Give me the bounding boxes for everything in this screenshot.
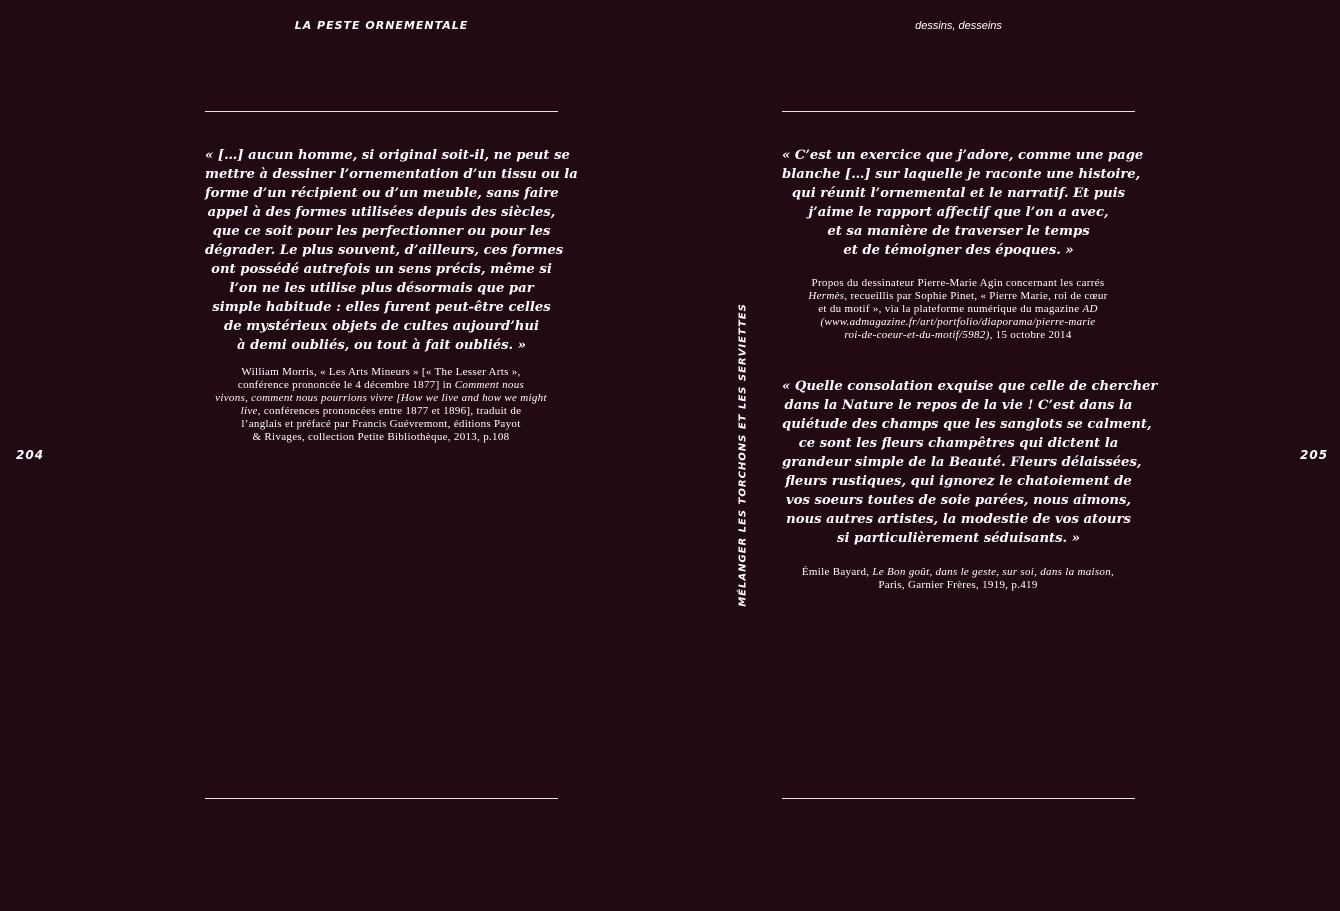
- source-line: Paris, Garnier Frères, 1919, p.419: [878, 579, 1038, 591]
- source-line: Propos du dessinateur Pierre-Marie Agin concernant les carrés: [811, 277, 1105, 289]
- source-text: et du motif », via la plateforme numérique du magazine: [818, 303, 1083, 315]
- quote-line: si particulièrement séduisants. »: [837, 531, 1080, 546]
- quote-line: « Quelle consolation exquise que celle de chercher: [782, 379, 1158, 394]
- section-title-vertical: MÉLANGER LES TORCHONS ET LES SERVIETTES: [737, 303, 749, 607]
- quote-line: quiétude des champs que les sanglots se calment,: [782, 417, 1152, 432]
- quote-line: appel à des formes utilisées depuis des siècles,: [207, 205, 556, 220]
- source-line: l’anglais et préfacé par Francis Guévremont, éditions Payot: [241, 418, 521, 430]
- bottom-rule-left: [205, 798, 558, 799]
- source-line: [201, 379, 561, 392]
- source-line: William Morris, « Les Arts Mineurs » [« The Lesser Arts »,: [241, 366, 521, 378]
- source-title: Comment nous: [454, 379, 525, 391]
- folio-right: 205: [1300, 448, 1329, 462]
- source-text: ,: [1111, 566, 1115, 578]
- running-head-left: LA PESTE ORNEMENTALE: [294, 19, 469, 32]
- source-text: , 15 octobre 2014: [989, 329, 1072, 341]
- bottom-rule-right: [782, 798, 1135, 799]
- source-text: Émile Bayard,: [801, 566, 873, 578]
- quote-line: mettre à dessiner l’ornementation d’un tissu ou la: [205, 167, 578, 182]
- source-line: [778, 566, 1138, 579]
- source-text: , conférences prononcées entre 1877 et 1896], traduit de: [257, 405, 522, 417]
- source-title: live: [240, 405, 258, 417]
- source-agin: [778, 277, 1138, 342]
- source-title: vivons, comment nous pourrions vivre [How we live and how we might: [215, 392, 547, 404]
- quote-line: vos soeurs toutes de soie parées, nous aimons,: [785, 493, 1132, 508]
- quote-line: « C’est un exercice que j’adore, comme une page: [782, 148, 1144, 163]
- quote-morris: [205, 146, 578, 355]
- source-line: [201, 405, 561, 418]
- quote-line: forme d’un récipient ou d’un meuble, sans faire: [205, 186, 559, 201]
- quote-line: ont possédé autrefois un sens précis, même si: [211, 262, 552, 277]
- quote-line: de mystérieux objets de cultes aujourd’hui: [224, 319, 539, 334]
- quote-line: j’aime le rapport affectif que l’on a avec,: [808, 205, 1109, 220]
- source-morris: [201, 366, 561, 444]
- source-bayard: [778, 566, 1138, 592]
- source-url: roi-de-coeur-et-du-motif/5982): [844, 329, 990, 341]
- running-head-right: dessins, desseins: [915, 20, 1002, 32]
- top-rule-left: [205, 111, 558, 112]
- source-title: Le Bon goût, dans le geste, sur soi, dans la maison: [872, 566, 1112, 578]
- quote-line: et sa manière de traverser le temps: [827, 224, 1090, 239]
- quote-line: que ce soit pour les perfectionner ou pour les: [212, 224, 551, 239]
- source-line: [778, 329, 1138, 342]
- top-rule-right: [782, 111, 1135, 112]
- source-line: & Rivages, collection Petite Bibliothèque, 2013, p.108: [252, 431, 510, 443]
- source-line: [778, 303, 1138, 316]
- quote-line: dans la Nature le repos de la vie ! C’est dans la: [784, 398, 1133, 413]
- quote-line: dégrader. Le plus souvent, d’ailleurs, ces formes: [205, 243, 564, 258]
- source-title: AD: [1082, 303, 1098, 315]
- quote-line: « […] aucun homme, si original soit-il, ne peut se: [205, 148, 570, 163]
- quote-line: nous autres artistes, la modestie de vos atours: [786, 512, 1131, 527]
- quote-line: simple habitude : elles furent peut-être celles: [212, 300, 551, 315]
- quote-line: grandeur simple de la Beauté. Fleurs délaissées,: [782, 455, 1142, 470]
- quote-line: qui réunit l’ornemental et le narratif. Et puis: [791, 186, 1126, 201]
- quote-line: ce sont les fleurs champêtres qui dictent la: [798, 436, 1119, 451]
- source-title: Hermès: [808, 290, 845, 302]
- folio-left: 204: [16, 448, 45, 462]
- source-line: [201, 392, 561, 405]
- quote-line: à demi oubliés, ou tout à fait oubliés. »: [237, 338, 526, 353]
- quote-line: blanche […] sur laquelle je raconte une histoire,: [782, 167, 1141, 182]
- source-line: [778, 316, 1138, 329]
- source-line: [778, 290, 1138, 303]
- quote-agin: [782, 146, 1144, 260]
- source-text: , recueillis par Sophie Pinet, « Pierre Marie, roi de cœur: [844, 290, 1108, 302]
- quote-line: l’on ne les utilise plus désormais que par: [229, 281, 534, 296]
- quote-bayard: [782, 377, 1158, 548]
- quote-line: et de témoigner des époques. »: [843, 243, 1074, 258]
- source-url: (www.admagazine.fr/art/portfolio/diaporama/pierre-marie: [820, 316, 1096, 328]
- source-text: conférence prononcée le 4 décembre 1877] in: [237, 379, 455, 391]
- quote-line: fleurs rustiques, qui ignorez le chatoiement de: [785, 474, 1132, 489]
